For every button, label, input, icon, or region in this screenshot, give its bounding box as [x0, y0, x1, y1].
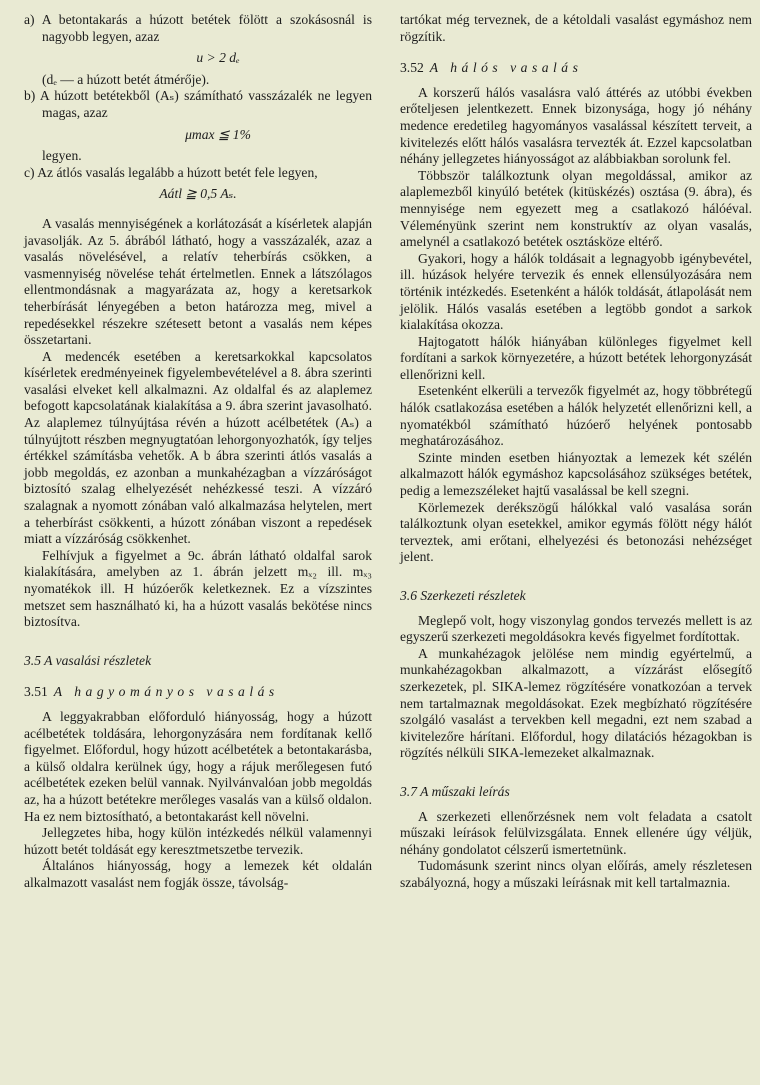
section-heading-3-52 [400, 60, 752, 77]
paragraph: A munkahézagok jelölése nem mindig egyértelmű, a munkahézagokban alkalmazott, a vízzárást elősegítő szerkezetek, pl. SIKA-lemez rögzítésére vonatkozóan a tervek nem tartalmaznak megoldásokat. Ezek megbízható rögzítésére szolgáló vasalást a tervekben kell megadni, ezt nem szabad a kivitelezőre hárítani. Előfordul, hogy dilatációs hézagokban is rögzítés nélküli SIKA-lemezeket alkalmaznak. [400, 645, 752, 761]
paragraph: Jellegzetes hiba, hogy külön intézkedés nélkül valamennyi húzott betét toldását egy keresztmetszetbe tervezik. [24, 825, 372, 857]
paragraph: Felhívjuk a figyelmet a 9c. ábrán látható oldalfal sarok kialakítására, amelyben az 1. ábrán jelzett mₓ₂ ill. mₓ₃ nyomatékok ill. H húzóerők keletkeznek. Ez a vízszintes metszet sem használható ki, ha a húzott vasalás bekötése nincs biztosítva. [24, 547, 372, 630]
paragraph: Szinte minden esetben hiányoztak a lemezek két szélén alkalmazott hálók egymáshoz kapcsolásához szükséges betétek, pedig a lemezszéleket hajtű vasalással be kell szegni. [400, 449, 752, 499]
list-item-c: c) Az átlós vasalás legalább a húzott betét fele legyen, [24, 164, 318, 180]
section-title: A hálós vasalás [429, 60, 583, 76]
list-item-b-end: legyen. [42, 148, 82, 164]
formula-note: (dₑ — a húzott betét átmérője). [42, 71, 210, 87]
section-number: 3.52 [400, 60, 424, 76]
paragraph: Általános hiányosság, hogy a lemezek két oldalán alkalmazott vasalást nem fogják össze, távolság- [24, 858, 372, 890]
formula-steel-ratio: μmax ≦ 1% [185, 126, 251, 142]
paragraph: Gyakori, hogy a hálók toldásait a legnagyobb igénybevétel, ill. húzások helyére tervezik és ennek ellensúlyozására nem történik intézkedés. Esetenként a hálók toldását, átlapolását nem jelölik. Hálós vasalás esetében a legtöbb gondot a sarkok kialakítása okozza. [400, 250, 752, 333]
formula-diagonal: Aátl ≧ 0,5 Aₛ. [159, 186, 237, 202]
section-heading-3-7: 3.7 A műszaki leírás [400, 783, 510, 799]
paragraph: A korszerű hálós vasalásra való áttérés az utóbbi években erőteljesen jelentkezett. Ennek bizonysága, hogy jó néhány medence eredetileg hagyományos vasalással készített terveit, a kivitelezés előtt hálós vasalásra tervezték át. Ezzel kapcsolatban néhány jellegzetes hiányosságot az alábbiakban sorolunk fel. [400, 84, 752, 167]
paragraph: Hajtogatott hálók hiányában különleges figyelmet kell fordítani a sarkok környezetére, a húzott betétek lehorgonyzását ellenőrizni kell. [400, 333, 752, 382]
paragraph-continued: tartókat még terveznek, de a kétoldali vasalást egymáshoz nem rögzítik. [400, 12, 752, 44]
paragraph: Körlemezek derékszögű hálókkal való vasalása során találkoztunk olyan esetekkel, amikor egymás fölött négy hálót terveztek, ami erőtani, elhelyezési és betonozási nehézséget jelent. [400, 499, 752, 565]
section-heading-3-6: 3.6 Szerkezeti részletek [400, 588, 526, 603]
paragraph: A vasalás mennyiségének a korlátozását a kísérletek alapján javasolják. Az 5. ábrából látható, hogy a vasszázalék, azaz a vasalás növelésével, a relatív teherbírás csökken, a vasmennyiség növelése tehát értelmetlen. Ennek a látszólagos ellentmondásnak a magyarázata az, hogy a keretsarkok teherbírását lényegében a beton határozza meg, mivel a repedésekkel részekre szétesett betont a vasalás nem képes összetartani. [24, 215, 372, 348]
paragraph: A medencék esetében a keretsarkokkal kapcsolatos kísérletek eredményeinek figyelembevételével a 8. ábra szerinti vasalási elveket kell alkalmazni. Az oldalfal és az alaplemez befogott kapcsolatának kialakítása a 9. ábra szerint javasolható. Az alaplemez túlnyújtása révén a húzott acélbetétek (Aₛ) a túlnyújtott részben megnyugtatóan lehorgonyozhatók, így teljes értékkel számításba vehetők. A b ábra szerinti átlós vasalás a jobb megoldás, ez azonban a munkahézagban a vízzáróságot biztosító szalag elhelyezését nehézkessé teszi. A vízzáró szalagnak a nyomott zónában való alkalmazása helytelen, mert a teherbírást csökkenti, a húzott zónában viszont a repedések miatt a vízzáróság csökkenhet. [24, 348, 372, 547]
list-item-a: a) A betontakarás a húzott betétek fölött a szokásosnál is nagyobb legyen, azaz [24, 12, 372, 44]
paragraph: Tudomásunk szerint nincs olyan előírás, amely részletesen szabályozná, hogy a műszaki leírásnak mit kell tartalmaznia. [400, 858, 752, 890]
section-heading-3-5: 3.5 A vasalási részletek [24, 652, 152, 668]
left-column [24, 12, 372, 892]
list-item-b: b) A húzott betétekből (Aₛ) számítható vasszázalék ne legyen magas, azaz [24, 88, 372, 120]
paragraph: A leggyakrabban előforduló hiányosság, hogy a húzott acélbetétek toldására, lehorgonyzására nem fordítanak kellő figyelmet. Előfordul, hogy húzott acélbetétek a betontakarásba, a külső oldalra kerülnek úgy, hogy a rájuk merőlegesen futó acélbetétek ezeken belül vannak. Nyilvánvalóan jobb megoldás az, ha a húzott betétekre merőleges vasalás van a külső oldalon. Ha ez nem biztosítható, a betontakarást kell növelni. [24, 708, 372, 824]
section-title: A hagyományos vasalás [53, 684, 279, 700]
section-heading-3-51 [24, 684, 372, 701]
paragraph: Esetenként elkerüli a tervezők figyelmét az, hogy többrétegű hálók csatlakozása esetében a hálók helyzetét ellenőrizni kell, a nyomatékból számítható húzóerő helyének pontosabb meghatározásához. [400, 383, 752, 449]
paragraph: A szerkezeti ellenőrzésnek nem volt feladata a csatolt műszaki leírások felülvizsgálata. Ennek ellenére úgy véljük, néhány gondolatot célszerű ismertetnünk. [400, 808, 752, 857]
formula-cover: u > 2 dₑ [196, 50, 240, 66]
paragraph: Többször találkoztunk olyan megoldással, amikor az alaplemezből kinyúló betétek (kitüskézés) osztása (9. ábra), és mennyisége nem egyezett meg a csatlakozó hálóéval. Véleményünk szerint nem konstruktív az olyan vasalás, amelynél a csatlakozó betétek osztásköze eltérő. [400, 167, 752, 250]
section-number: 3.51 [24, 684, 48, 700]
right-column [400, 12, 752, 892]
paragraph: Meglepő volt, hogy viszonylag gondos tervezés mellett is az egyszerű szerkezeti megoldásokra kevés figyelmet fordítottak. [400, 612, 752, 645]
